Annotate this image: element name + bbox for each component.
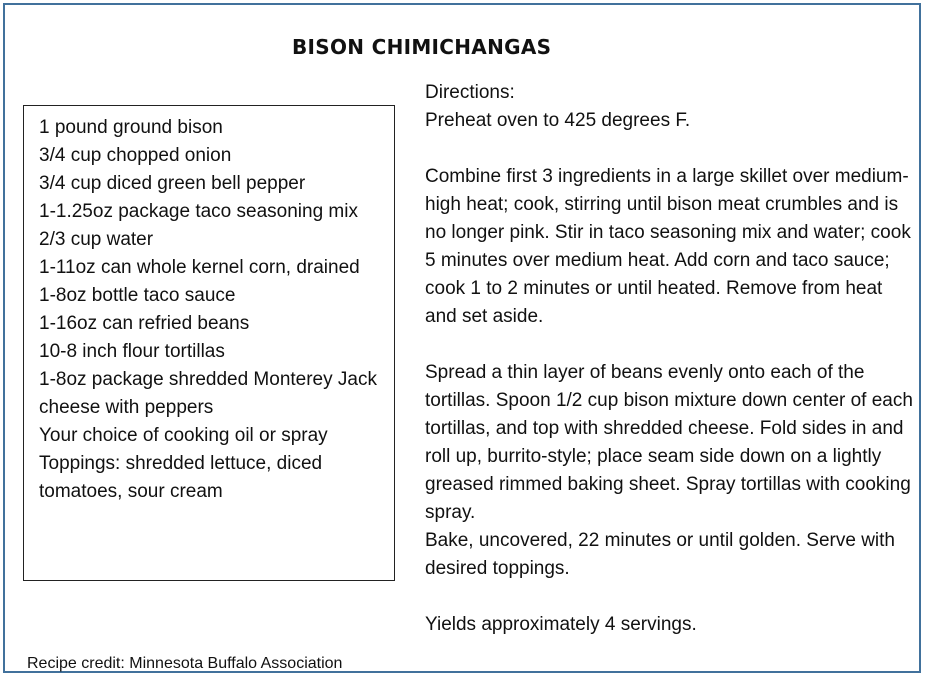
directions-heading: Directions: — [425, 82, 515, 103]
directions-step-assemble: Spread a thin layer of beans evenly onto each of the tortillas. Spoon 1/2 cup bison mixture down center of each tortillas, and top with shredded cheese. Fold sides in and roll up, burrito-style; place seam side down on a lightly greased rimmed baking sheet. Spray tortillas with cooking spray. — [425, 362, 913, 523]
directions-yield: Yields approximately 4 servings. — [425, 614, 697, 635]
recipe-card — [3, 3, 921, 673]
ingredients-box — [23, 105, 395, 581]
recipe-credit: Recipe credit: Minnesota Buffalo Association — [27, 655, 343, 672]
ingredient-item: 2/3 cup water — [39, 229, 154, 250]
recipe-title: BISON CHIMICHANGAS — [292, 35, 552, 59]
directions-section — [425, 79, 915, 639]
ingredient-item: 10-8 inch flour tortillas — [39, 341, 225, 362]
ingredient-item: 1-11oz can whole kernel corn, drained — [39, 257, 360, 278]
directions-step-cook-filling: Combine first 3 ingredients in a large skillet over medium-high heat; cook, stirring until bison meat crumbles and is no longer pink. Stir in taco seasoning mix and water; cook 5 minutes over medium heat. Add corn and taco sauce; cook 1 to 2 minutes or until heated. Remove from heat and set aside. — [425, 166, 911, 327]
directions-preheat: Preheat oven to 425 degrees F. — [425, 110, 691, 131]
directions-step-bake: Bake, uncovered, 22 minutes or until golden. Serve with desired toppings. — [425, 530, 895, 579]
ingredient-item: 1-1.25oz package taco seasoning mix — [39, 201, 358, 222]
ingredient-item: Toppings: shredded lettuce, diced tomatoes, sour cream — [39, 453, 323, 502]
ingredient-item: Your choice of cooking oil or spray — [39, 425, 328, 446]
ingredient-item: 1-16oz can refried beans — [39, 313, 250, 334]
ingredients-list — [39, 114, 384, 506]
ingredient-item: 3/4 cup chopped onion — [39, 145, 232, 166]
ingredient-item: 3/4 cup diced green bell pepper — [39, 173, 306, 194]
ingredient-item: 1 pound ground bison — [39, 117, 223, 138]
ingredient-item: 1-8oz bottle taco sauce — [39, 285, 236, 306]
ingredient-item: 1-8oz package shredded Monterey Jack cheese with peppers — [39, 369, 377, 418]
